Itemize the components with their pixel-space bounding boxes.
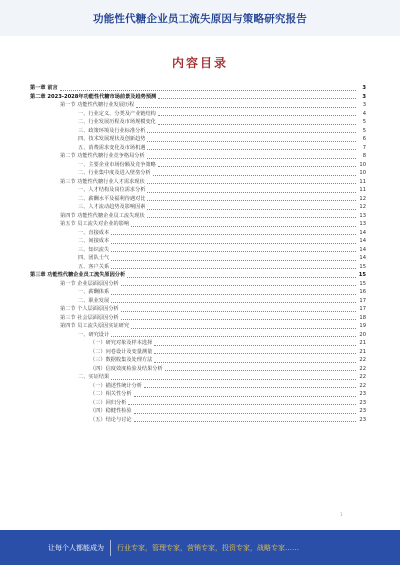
toc-entry-page: 21 [359, 348, 366, 355]
toc-entry-text: （五）结论与讨论 [90, 416, 132, 423]
toc-entry[interactable] [30, 135, 366, 144]
toc-leader-dots [128, 404, 356, 405]
footer-divider [110, 540, 111, 556]
footer-slogan-left: 让每个人都能成为 [48, 543, 104, 552]
toc-entry[interactable] [30, 254, 366, 263]
toc-entry-text: （一）描述性统计分析 [90, 382, 142, 389]
toc-entry-page: 15 [358, 272, 366, 278]
toc-entry-page: 22 [359, 357, 366, 363]
toc-entry-page: 23 [359, 416, 366, 423]
toc-entry-page: 13 [359, 221, 366, 227]
toc-leader-dots [111, 268, 356, 269]
toc-leader-dots [147, 217, 356, 218]
toc-entry[interactable] [30, 220, 366, 229]
toc-entry-text: （二）问卷设计及变量测量 [90, 348, 153, 355]
toc-entry[interactable] [30, 186, 366, 195]
toc-entry-text: 二、实证结果 [78, 374, 110, 380]
toc-entry[interactable] [30, 280, 366, 289]
toc-entry[interactable] [30, 356, 366, 365]
toc-entry-page: 8 [362, 153, 366, 159]
toc-entry-text: 二、行业发展历程及市场规模变化 [78, 119, 156, 125]
toc-entry-text: 第二节 个人层面原因分析 [60, 306, 119, 312]
toc-entry-text: 第二章 2023-2028年功能性代糖市场前景及趋势预测 [30, 93, 157, 100]
toc-entry-page: 15 [359, 263, 366, 270]
toc-leader-dots [158, 98, 356, 99]
toc-leader-dots [111, 336, 356, 337]
toc-entry-page: 11 [359, 178, 366, 185]
toc-entry-text: 一、研究设计 [78, 331, 110, 338]
toc-entry-text: （四）稳健性检验 [90, 408, 132, 414]
toc-entry[interactable] [30, 110, 366, 119]
toc-entry[interactable] [30, 314, 366, 323]
toc-entry[interactable] [30, 322, 366, 331]
toc-leader-dots [111, 251, 356, 252]
toc-entry[interactable] [30, 382, 366, 391]
toc-entry-page: 22 [359, 374, 366, 380]
toc-entry-text: 一、直接成本 [78, 229, 110, 236]
toc-entry-text: （三）回归分析 [90, 399, 127, 406]
toc-leader-dots [111, 260, 356, 261]
toc-entry[interactable] [30, 297, 366, 306]
toc-entry[interactable] [30, 237, 366, 246]
toc-leader-dots [158, 166, 356, 167]
toc-leader-dots [154, 362, 356, 363]
toc-entry[interactable] [30, 271, 366, 280]
toc-entry[interactable] [30, 178, 366, 187]
toc-leader-dots [111, 243, 356, 244]
toc-entry-text: 五、客户关系 [78, 263, 110, 270]
toc-entry[interactable] [30, 84, 366, 93]
toc-leader-dots [147, 141, 356, 142]
toc-entry-text: 第三节 社会层面原因分析 [60, 314, 119, 321]
toc-entry[interactable] [30, 305, 366, 314]
toc-entry[interactable] [30, 246, 366, 255]
toc-leader-dots [131, 226, 356, 227]
toc-entry[interactable] [30, 93, 366, 102]
toc-entry-page: 15 [359, 280, 366, 287]
toc-entry-text: 第五节 员工流失对企业的影响 [60, 221, 130, 227]
toc-entry-page: 17 [359, 297, 366, 304]
toc-entry-page: 13 [359, 212, 366, 219]
toc-leader-dots [111, 294, 356, 295]
toc-entry-text: 第一节 功能性代糖行业发展历程 [60, 102, 135, 108]
toc-entry-page: 23 [359, 399, 366, 406]
toc-entry[interactable] [30, 203, 366, 212]
toc-entry-page: 3 [362, 102, 366, 108]
toc-entry-text: 第一节 企业层面原因分析 [60, 280, 119, 287]
toc-entry-page: 3 [362, 85, 366, 91]
toc-leader-dots [131, 328, 356, 329]
page-number: 1 [340, 512, 343, 517]
toc-leader-dots [121, 285, 356, 286]
toc-entry-page: 5 [362, 127, 366, 134]
toc-entry-text: 三、政策环境及行业标准分析 [78, 127, 146, 134]
toc-leader-dots [134, 413, 356, 414]
toc-leader-dots [111, 234, 356, 235]
toc-leader-dots [127, 277, 356, 278]
toc-leader-dots [147, 209, 356, 210]
toc-entry[interactable] [30, 416, 366, 425]
toc-entry[interactable] [30, 348, 366, 357]
toc-entry[interactable] [30, 195, 366, 204]
toc-title: 内容目录 [171, 56, 228, 70]
toc-leader-dots [111, 302, 356, 303]
toc-entry-page: 23 [359, 391, 366, 397]
toc-leader-dots [134, 396, 356, 397]
toc-entry[interactable] [30, 365, 366, 374]
toc-entry-text: 第一章 前言 [30, 85, 58, 91]
toc-entry-text: （四）信度效度检验及结果分析 [90, 365, 163, 372]
toc-entry[interactable] [30, 101, 366, 110]
toc-leader-dots [144, 387, 356, 388]
toc-entry[interactable] [30, 331, 366, 340]
toc-entry-page: 7 [362, 144, 366, 151]
toc-entry-text: 第三章 功能性代糖企业员工流失原因分析 [30, 272, 126, 278]
toc-list [30, 84, 366, 424]
toc-leader-dots [165, 370, 356, 371]
toc-leader-dots [147, 132, 356, 133]
toc-entry-text: 一、薪酬体系 [78, 289, 110, 295]
toc-leader-dots [60, 90, 356, 91]
toc-leader-dots [147, 183, 356, 184]
toc-leader-dots [147, 158, 356, 159]
toc-entry-page: 14 [359, 246, 366, 253]
toc-leader-dots [154, 345, 356, 346]
toc-entry-page: 11 [359, 187, 366, 193]
toc-leader-dots [153, 175, 356, 176]
toc-leader-dots [121, 311, 356, 312]
toc-entry-page: 12 [359, 204, 366, 210]
report-footer [0, 530, 400, 565]
toc-entry-text: 三、知识流失 [78, 246, 110, 253]
toc-entry-text: 一、行业定义、分类及产业链结构 [78, 110, 156, 117]
toc-entry-text: 一、人才结构及岗位需求分析 [78, 187, 146, 193]
toc-entry-page: 16 [359, 289, 366, 295]
toc-entry[interactable] [30, 390, 366, 399]
toc-entry-page: 10 [359, 170, 366, 176]
report-header [0, 0, 400, 36]
toc-entry[interactable] [30, 127, 366, 136]
toc-entry-text: 第二节 功能性代糖行业竞争格局分析 [60, 153, 145, 159]
toc-entry[interactable] [30, 169, 366, 178]
toc-entry[interactable] [30, 152, 366, 161]
toc-entry-page: 14 [359, 255, 366, 261]
toc-entry-text: 二、职业发展 [78, 297, 110, 304]
toc-entry[interactable] [30, 263, 366, 272]
toc-leader-dots [134, 421, 356, 422]
toc-entry-text: 三、人才流动趋势及影响因素 [78, 204, 146, 210]
toc-entry-text: 四、团队士气 [78, 255, 110, 261]
toc-entry-text: 二、间接成本 [78, 238, 110, 244]
toc-entry[interactable] [30, 399, 366, 408]
toc-entry-page: 20 [359, 331, 366, 338]
footer-slogan-right: 行业专家，管理专家，营销专家，投资专家，战略专家…… [117, 543, 299, 552]
toc-entry-text: 二、行业集中度及进入壁垒分析 [78, 170, 151, 176]
toc-entry-text: （二）相关性分析 [90, 391, 132, 397]
toc-entry[interactable] [30, 118, 366, 127]
report-title: 功能性代糖企业员工流失原因与策略研究报告 [93, 12, 307, 25]
toc-leader-dots [147, 149, 356, 150]
toc-entry-page: 19 [359, 323, 366, 329]
toc-entry-page: 3 [362, 93, 366, 100]
toc-entry[interactable] [30, 288, 366, 297]
toc-entry[interactable] [30, 407, 366, 416]
toc-entry-text: 四、技术发展现状及创新趋势 [78, 136, 146, 142]
toc-entry[interactable] [30, 161, 366, 170]
toc-entry-text: 二、薪酬水平及福利待遇对比 [78, 195, 146, 202]
toc-entry[interactable] [30, 229, 366, 238]
toc-entry-page: 5 [362, 119, 366, 125]
toc-entry[interactable] [30, 212, 366, 221]
toc-entry-page: 14 [359, 229, 366, 236]
toc-entry-page: 4 [362, 110, 366, 117]
toc-leader-dots [158, 124, 356, 125]
toc-entry-page: 10 [359, 161, 366, 168]
toc-leader-dots [158, 115, 356, 116]
toc-entry-text: （三）数据收集及处理方法 [90, 357, 153, 363]
toc-leader-dots [147, 192, 356, 193]
toc-entry-page: 22 [359, 365, 366, 372]
toc-entry[interactable] [30, 144, 366, 153]
toc-entry-page: 6 [362, 136, 366, 142]
toc-entry-page: 23 [359, 408, 366, 414]
toc-leader-dots [111, 379, 356, 380]
toc-leader-dots [136, 107, 356, 108]
toc-leader-dots [154, 353, 356, 354]
toc-entry-page: 18 [359, 314, 366, 321]
toc-entry-page: 22 [359, 382, 366, 389]
toc-entry[interactable] [30, 339, 366, 348]
toc-entry-text: 一、主要企业市场份额及竞争策略 [78, 161, 156, 168]
toc-entry-page: 14 [359, 238, 366, 244]
toc-entry-text: 第四节 员工流失原因实证研究 [60, 323, 130, 329]
toc-entry-text: 第四节 功能性代糖企业员工流失现状 [60, 212, 145, 219]
toc-leader-dots [121, 319, 356, 320]
toc-leader-dots [147, 200, 356, 201]
toc-entry[interactable] [30, 373, 366, 382]
toc-entry-text: 五、消费需求变化及市场机遇 [78, 144, 146, 151]
toc-entry-page: 17 [359, 306, 366, 312]
toc-entry-page: 12 [359, 195, 366, 202]
toc-entry-text: 第三节 功能性代糖行业人才需求现状 [60, 178, 145, 185]
toc-entry-page: 21 [359, 340, 366, 346]
toc-entry-text: （一）研究对象及样本选择 [90, 340, 153, 346]
